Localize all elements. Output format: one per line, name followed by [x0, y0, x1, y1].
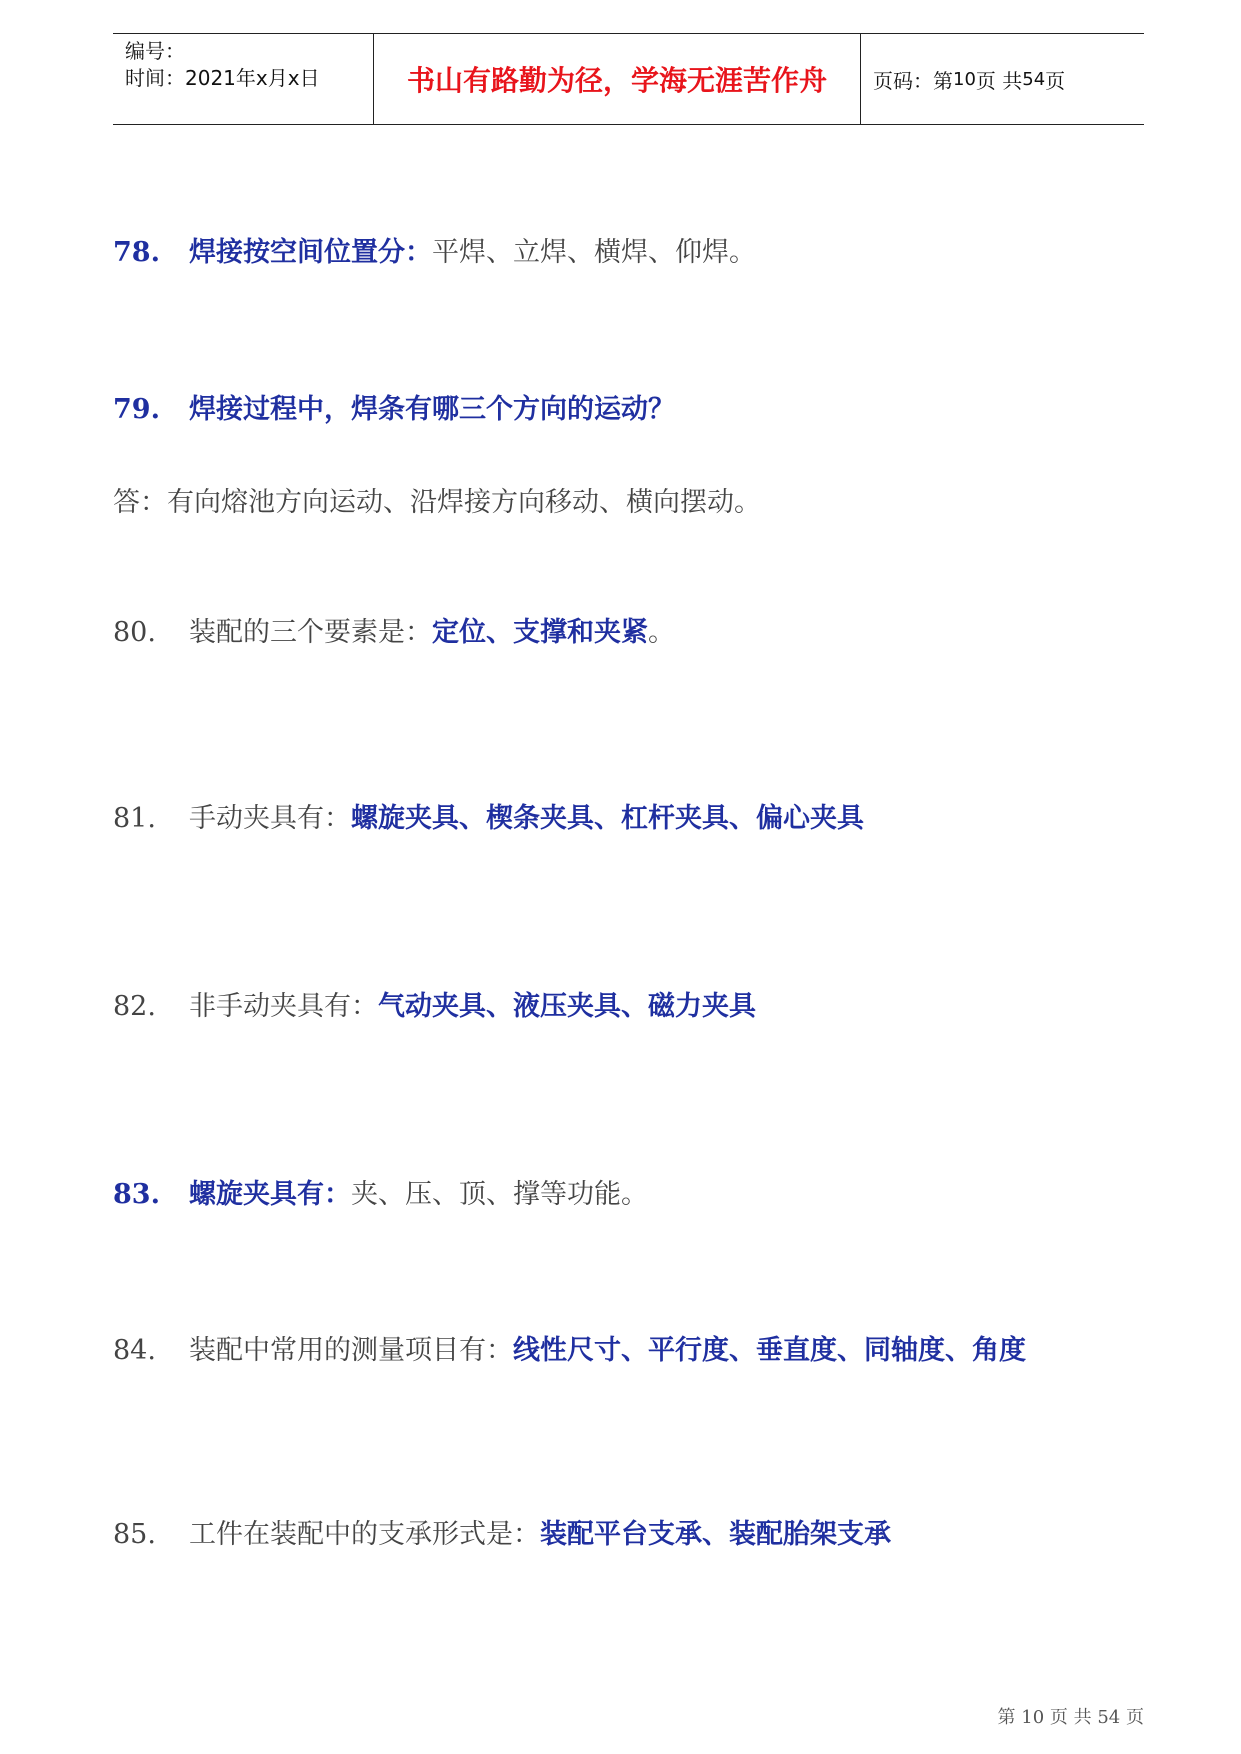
- page-footer: [998, 1703, 1144, 1729]
- item-number: 80.: [113, 617, 156, 648]
- item-label: 焊接按空间位置分：: [189, 237, 432, 268]
- item-answer: 气动夹具、液压夹具、磁力夹具: [378, 991, 756, 1022]
- item-label: 螺旋夹具有：: [189, 1179, 351, 1210]
- item-number: 82.: [113, 991, 156, 1022]
- item-answer: 装配平台支承、装配胎架支承: [540, 1519, 891, 1550]
- question-item: [113, 1518, 891, 1552]
- footer-page-total: 54: [1097, 1707, 1121, 1728]
- item-text: 装配的三个要素是：: [189, 617, 432, 648]
- item-tail: 。: [648, 617, 675, 648]
- item-number: 84.: [113, 1335, 156, 1366]
- page-header: [113, 33, 1144, 125]
- item-text: 非手动夹具有：: [189, 991, 378, 1022]
- question-item: [113, 393, 675, 427]
- item-text: 手动夹具有：: [189, 803, 351, 834]
- item-text: 装配中常用的测量项目有：: [189, 1335, 513, 1366]
- serial-label: 编号：: [125, 39, 185, 63]
- item-number: 79.: [113, 394, 160, 425]
- footer-suffix: 页: [1126, 1707, 1144, 1728]
- date-label: 时间：2021年x月x日: [125, 66, 320, 90]
- footer-page-number: 10: [1021, 1707, 1045, 1728]
- item-label: 焊接过程中，焊条有哪三个方向的运动？: [189, 394, 675, 425]
- header-motto: 书山有路勤为径，学海无涯苦作舟: [374, 34, 861, 124]
- item-answer: 平焊、立焊、横焊、仰焊。: [432, 237, 756, 268]
- footer-prefix: 第: [997, 1707, 1016, 1728]
- page-suffix: 页: [1045, 68, 1066, 93]
- question-item: [113, 616, 675, 650]
- question-item: [113, 802, 864, 836]
- item-number: 85.: [113, 1519, 156, 1550]
- item-number: 78.: [113, 237, 160, 268]
- question-item: [113, 990, 756, 1024]
- item-number: 81.: [113, 803, 156, 834]
- question-item: [113, 236, 756, 270]
- item-number: 83.: [113, 1179, 160, 1210]
- item-answer: 螺旋夹具、楔条夹具、杠杆夹具、偏心夹具: [351, 803, 864, 834]
- header-page-info: [861, 34, 1144, 124]
- page-number: 10: [953, 68, 976, 90]
- item-answer: 夹、压、顶、撑等功能。: [351, 1179, 648, 1210]
- page-total: 54: [1022, 68, 1046, 90]
- item-answer: 线性尺寸、平行度、垂直度、同轴度、角度: [513, 1335, 1026, 1366]
- answer-line: 答：有向熔池方向运动、沿焊接方向移动、横向摆动。: [113, 487, 761, 518]
- question-item: [113, 1178, 648, 1212]
- item-answer: 定位、支撑和夹紧: [432, 617, 648, 648]
- page-prefix: 页码：第: [873, 68, 953, 93]
- page-mid: 页 共: [975, 68, 1023, 93]
- item-text: 工件在装配中的支承形式是：: [189, 1519, 540, 1550]
- footer-mid: 页 共: [1049, 1707, 1092, 1728]
- question-item: [113, 1334, 1026, 1368]
- header-meta: [113, 34, 374, 124]
